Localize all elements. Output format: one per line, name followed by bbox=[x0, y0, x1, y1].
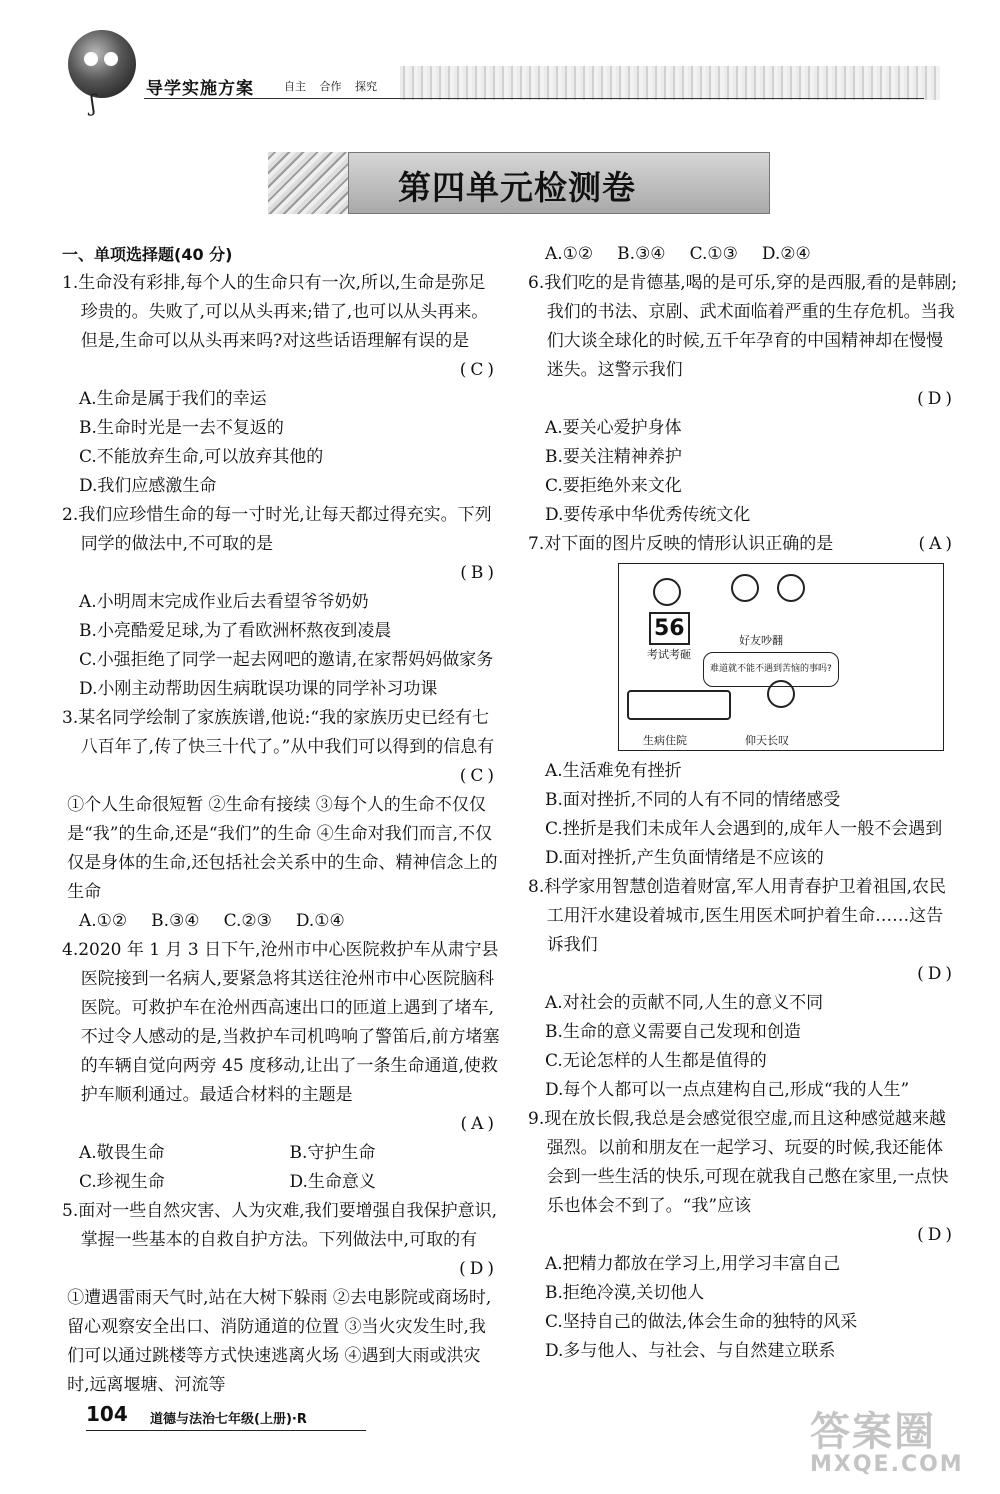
q6-option-c: C.要拒绝外来文化 bbox=[545, 476, 682, 496]
question-3 bbox=[62, 704, 500, 791]
fig-score: 56 bbox=[649, 612, 690, 645]
q9-option-c: C.坚持自己的做法,体会生命的独特的风采 bbox=[545, 1312, 858, 1332]
question-1 bbox=[62, 269, 500, 385]
q7-option-d: D.面对挫折,产生负面情绪是不应该的 bbox=[545, 848, 824, 868]
q5-options bbox=[528, 240, 958, 269]
q5-answer: (D) bbox=[459, 1259, 498, 1279]
q2-option-c: C.小强拒绝了同学一起去网吧的邀请,在家帮妈妈做家务 bbox=[79, 650, 494, 670]
q4-option-b: B.守护生命 bbox=[289, 1143, 376, 1163]
mascot-tail-icon: ʃ bbox=[90, 92, 96, 117]
q6-option-b: B.要关注精神养护 bbox=[545, 447, 682, 467]
question-8 bbox=[528, 873, 958, 989]
q9-option-b: B.拒绝冷漠,关切他人 bbox=[545, 1283, 705, 1303]
q3-options bbox=[62, 907, 500, 936]
q6-option-d: D.要传承中华优秀传统文化 bbox=[545, 505, 751, 525]
q7-cartoon bbox=[618, 563, 944, 751]
q5-option-a: A.①② bbox=[545, 244, 594, 264]
q8-option-b: B.生命的意义需要自己发现和创造 bbox=[545, 1022, 801, 1042]
q5-statements: ①遭遇雷雨天气时,站在大树下躲雨 ②去电影院或商场时,留心观察安全出口、消防通道的位置 ③当火灾发生时,我们可以通过跳楼等方式快速逃离火场 ④遇到大雨或洪灾时,远离堰塘、河流等 bbox=[67, 1288, 492, 1395]
q3-stem: 3.某名同学绘制了家族族谱,他说:“我的家族历史已经有七八百年了,传了快三十代了。”从中我们可以得到的信息有 bbox=[62, 708, 495, 757]
question-6 bbox=[528, 269, 958, 414]
q1-answer: (C) bbox=[459, 360, 498, 380]
fig-label-sigh: 仰天长叹 bbox=[745, 734, 789, 747]
q8-answer: (D) bbox=[917, 964, 956, 984]
q7-answer: (A) bbox=[918, 534, 956, 554]
header-title: 导学实施方案 bbox=[146, 79, 254, 99]
q5-option-d: D.②④ bbox=[761, 244, 811, 264]
right-column bbox=[528, 240, 958, 1366]
q9-answer: (D) bbox=[917, 1225, 956, 1245]
header-decoration bbox=[400, 66, 940, 100]
q3-option-c: C.②③ bbox=[223, 911, 272, 931]
q9-stem: 9.现在放长假,我总是会感觉很空虚,而且这种感觉越来越强烈。以前和朋友在一起学习、玩耍的时候,我还能体会到一些生活的快乐,可现在就我自己憋在家里,一点快乐也体会不到了。“我”应该 bbox=[528, 1109, 949, 1216]
q6-stem: 6.我们吃的是肯德基,喝的是可乐,穿的是西服,看的是韩剧;我们的书法、京剧、武术面临着严重的生存危机。当我们大谈全球化的时候,五千年孕育的中国精神却在慢慢迷失。这警示我们 bbox=[528, 273, 958, 380]
q4-option-d: D.生命意义 bbox=[289, 1172, 376, 1192]
fig-speech-bubble: 难道就不能不遇到苦恼的事吗? bbox=[703, 652, 839, 687]
section-title: 一、单项选择题(40 分) bbox=[62, 245, 233, 264]
fig-label-friend: 好友吵翻 bbox=[739, 634, 783, 647]
q3-option-a: A.①② bbox=[79, 911, 128, 931]
q2-stem: 2.我们应珍惜生命的每一寸时光,让每天都过得充实。下列同学的做法中,不可取的是 bbox=[62, 505, 492, 554]
question-7 bbox=[528, 530, 958, 559]
q3-option-d: D.①④ bbox=[295, 911, 345, 931]
student-head-icon bbox=[653, 578, 681, 606]
header-divider bbox=[144, 98, 924, 99]
q4-option-a: A.敬畏生命 bbox=[79, 1143, 165, 1163]
q7-option-c: C.挫折是我们未成年人会遇到的,成年人一般不会遇到 bbox=[545, 819, 943, 839]
watermark-url: MXQE.COM bbox=[810, 1452, 964, 1477]
q7-stem: 7.对下面的图片反映的情形认识正确的是 bbox=[528, 534, 834, 554]
q4-options-row1 bbox=[62, 1139, 500, 1168]
q1-option-c: C.不能放弃生命,可以放弃其他的 bbox=[79, 447, 324, 467]
q8-option-d: D.每个人都可以一点点建构自己,形成“我的人生” bbox=[545, 1080, 910, 1100]
unit-banner bbox=[268, 148, 768, 216]
sighing-head-icon bbox=[767, 680, 795, 708]
question-2 bbox=[62, 501, 500, 588]
q7-option-b: B.面对挫折,不同的人有不同的情绪感受 bbox=[545, 790, 841, 810]
q8-stem: 8.科学家用智慧创造着财富,军人用青春护卫着祖国,农民工用汗水建设着城市,医生用医术呵护着生命……这告诉我们 bbox=[528, 877, 947, 955]
q3-statements: ①个人生命很短暂 ②生命有接续 ③每个人的生命不仅仅是“我”的生命,还是“我们”的生命 ④生命对我们而言,不仅仅是身体的生命,还包括社会关系中的生命、精神信念上的生命 bbox=[67, 795, 498, 902]
question-5 bbox=[62, 1197, 500, 1284]
q4-answer: (A) bbox=[460, 1114, 498, 1134]
q8-option-c: C.无论怎样的人生都是值得的 bbox=[545, 1051, 767, 1071]
book-title: 道德与法治七年级(上册)·R bbox=[150, 1412, 307, 1427]
q1-stem: 1.生命没有彩排,每个人的生命只有一次,所以,生命是弥足珍贵的。失败了,可以从头再来;错了,也可以从头再来。但是,生命可以从头再来吗?对这些话语理解有误的是 bbox=[62, 273, 489, 351]
q5-option-c: C.①③ bbox=[689, 244, 738, 264]
q9-option-a: A.把精力都放在学习上,用学习丰富自己 bbox=[545, 1254, 841, 1274]
q3-answer: (C) bbox=[459, 766, 498, 786]
page-number: 104 bbox=[86, 1402, 128, 1426]
q2-option-a: A.小明周末完成作业后去看望爷爷奶奶 bbox=[79, 592, 369, 612]
question-4 bbox=[62, 936, 500, 1139]
q2-answer: (B) bbox=[460, 563, 498, 583]
q5-stem: 5.面对一些自然灾害、人为灾难,我们要增强自我保护意识,掌握一些基本的自救自护方法。下列做法中,可取的有 bbox=[62, 1201, 498, 1250]
watermark-logo: 答案圈 bbox=[810, 1409, 936, 1455]
friend-b-head-icon bbox=[777, 574, 805, 602]
q4-stem: 4.2020 年 1 月 3 日下午,沧州市中心医院救护车从肃宁县医院接到一名病人,要紧急将其送往沧州市中心医院脑科医院。可救护车在沧州西高速出口的匝道上遇到了堵车,不过令人感动的是,当救护车司机鸣响了警笛后,前方堵塞的车辆自觉向两旁 45 度移动,让出了一条生命通道,使救护车顺利通过。最适合材料的主题是 bbox=[62, 940, 500, 1105]
left-column bbox=[62, 240, 500, 1400]
q5-option-b: B.③④ bbox=[617, 244, 666, 264]
header-subtitle: 自主 合作 探究 bbox=[284, 80, 377, 93]
hospital-bed-icon bbox=[627, 690, 731, 720]
q2-option-d: D.小刚主动帮助因生病耽误功课的同学补习功课 bbox=[79, 679, 438, 699]
q1-option-d: D.我们应感激生命 bbox=[79, 476, 217, 496]
q6-option-a: A.要关心爱护身体 bbox=[545, 418, 682, 438]
q1-option-a: A.生命是属于我们的幸运 bbox=[79, 389, 267, 409]
mascot-icon bbox=[68, 30, 136, 98]
q1-option-b: B.生命时光是一去不复返的 bbox=[79, 418, 284, 438]
q4-options-row2 bbox=[62, 1168, 500, 1197]
banner-title: 第四单元检测卷 bbox=[398, 168, 636, 207]
footer-divider bbox=[86, 1430, 366, 1431]
question-9 bbox=[528, 1105, 958, 1250]
q4-option-c: C.珍视生命 bbox=[79, 1172, 165, 1192]
q8-option-a: A.对社会的贡献不同,人生的意义不同 bbox=[545, 993, 824, 1013]
q2-option-b: B.小亮酷爱足球,为了看欧洲杯熬夜到凌晨 bbox=[79, 621, 392, 641]
q9-option-d: D.多与他人、与社会、与自然建立联系 bbox=[545, 1341, 836, 1361]
fig-label-ill: 生病住院 bbox=[643, 734, 687, 747]
q6-answer: (D) bbox=[917, 389, 956, 409]
q7-option-a: A.生活难免有挫折 bbox=[545, 761, 682, 781]
page-header bbox=[60, 22, 940, 117]
q3-option-b: B.③④ bbox=[151, 911, 200, 931]
friend-a-head-icon bbox=[731, 574, 759, 602]
fig-label-exam: 考试考砸 bbox=[647, 648, 691, 661]
